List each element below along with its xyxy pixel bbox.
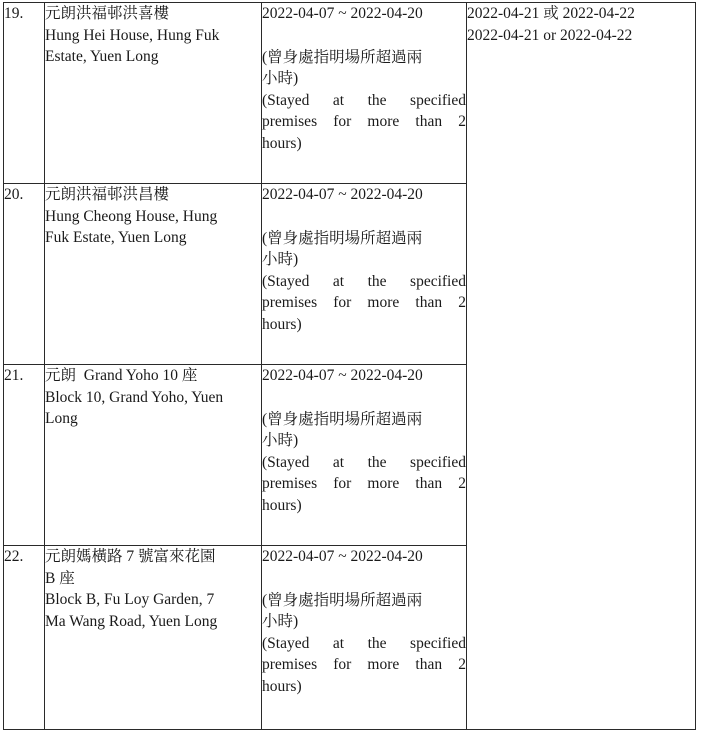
premises-cell [45,546,262,730]
row-index-cell [4,184,45,365]
testing-dates-zh: 2022-04-21 或 2022-04-22 [467,5,635,22]
premises-name-en: Fuk Estate, Yuen Long [45,229,187,247]
premises-cell [45,365,262,546]
stay-note-en: (Stayed at the specified [262,453,466,471]
premises-name-en: Ma Wang Road, Yuen Long [45,612,218,630]
stay-note-en: premises for more than 2 [262,656,466,674]
stay-note-zh: (曾身處指明場所超過兩 [262,591,423,609]
stay-note-zh: (曾身處指明場所超過兩 [262,410,423,428]
row-index: 19. [4,5,24,22]
stay-note-en: hours) [262,315,302,333]
premises-name-en: Estate, Yuen Long [45,48,159,66]
stay-note-en: premises for more than 2 [262,113,466,131]
period-cell [262,546,467,730]
stay-note-zh: 小時) [262,251,299,269]
stay-note-zh: (曾身處指明場所超過兩 [262,229,423,247]
row-index: 20. [4,186,24,203]
period-cell [262,184,467,365]
stay-note-en: premises for more than 2 [262,294,466,312]
row-index-cell [4,546,45,730]
period-cell [262,3,467,184]
stay-note-zh: 小時) [262,432,299,450]
premises-name-en: Hung Cheong House, Hung [45,207,218,225]
premises-name-zh: 元朗洪福邨洪昌樓 [45,186,170,203]
stay-note-en: (Stayed at the specified [262,634,466,652]
testing-dates-en: 2022-04-21 or 2022-04-22 [467,26,633,44]
stay-note-zh: 小時) [262,70,299,88]
stay-period: 2022-04-07 ~ 2022-04-20 [262,186,423,203]
stay-note-en: hours) [262,496,302,514]
stay-period: 2022-04-07 ~ 2022-04-20 [262,5,423,22]
premises-name-en: Block 10, Grand Yoho, Yuen [45,388,224,406]
period-cell [262,365,467,546]
row-index: 21. [4,367,24,384]
testing-dates-cell [467,3,696,730]
row-index-cell [4,365,45,546]
row-index: 22. [4,548,24,565]
premises-name-zh: 元朗媽橫路 7 號富來花園 [45,548,216,565]
premises-name-zh: 元朗 Grand Yoho 10 座 [45,367,198,384]
premises-name-en: Long [45,410,78,428]
row-index-cell [4,3,45,184]
premises-cell [45,3,262,184]
stay-period: 2022-04-07 ~ 2022-04-20 [262,367,423,384]
premises-cell [45,184,262,365]
table-row [4,3,696,184]
stay-note-en: hours) [262,677,302,695]
stay-note-en: (Stayed at the specified [262,272,466,290]
premises-name-zh: 元朗洪福邨洪喜樓 [45,5,170,22]
stay-note-en: hours) [262,134,302,152]
stay-period: 2022-04-07 ~ 2022-04-20 [262,548,423,565]
premises-name-en: Block B, Fu Loy Garden, 7 [45,591,215,609]
stay-note-zh: 小時) [262,613,299,631]
stay-note-zh: (曾身處指明場所超過兩 [262,48,423,66]
specified-premises-table [3,2,696,730]
stay-note-en: premises for more than 2 [262,475,466,493]
premises-name-zh: B 座 [45,569,75,587]
stay-note-en: (Stayed at the specified [262,91,466,109]
premises-name-en: Hung Hei House, Hung Fuk [45,26,220,44]
